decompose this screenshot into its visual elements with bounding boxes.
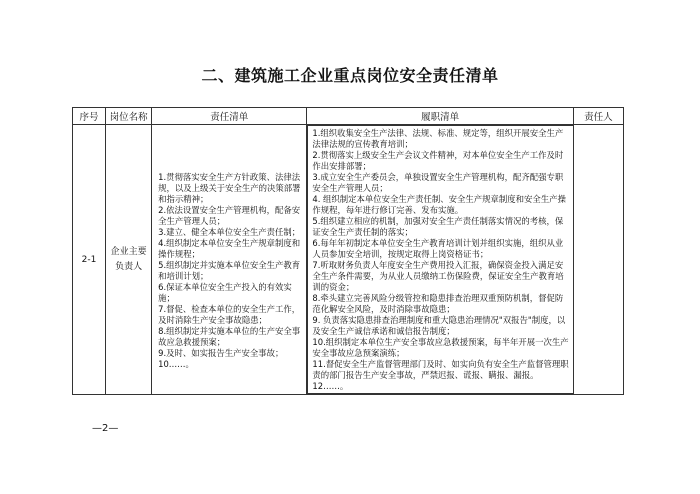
list-item: 1.组织收集安全生产法律、法规、标准、规定等，组织开展安全生产法律法规的宣传教育培训； [312, 128, 564, 149]
list-item: 9.及时、如实报告生产安全事故； [158, 347, 284, 358]
list-item: 4.组织制定本单位安全生产规章制度和操作规程； [158, 237, 301, 259]
list-item: 6.每年年初制定本单位安全生产教育培训计划并组织实施，组织从业人员参加安全培训，按规定取得上岗资格证书； [312, 238, 564, 259]
page-title: 二、建筑施工企业重点岗位安全责任清单 [201, 66, 499, 85]
list-item: 1.贯彻落实安全生产方针政策、法律法规，以及上级关于安全生产的决策部署和指示精神； [158, 171, 301, 204]
list-item: 10……。 [158, 358, 194, 369]
list-item: 3.建立、健全本单位安全生产责任制； [158, 226, 301, 237]
list-item: 3.成立安全生产委员会，单独设置安全生产管理机构，配齐配强专职安全生产管理人员； [312, 172, 564, 193]
responsibility-list [152, 150, 306, 370]
list-item: 11.督促安全生产监督管理部门及时、如实向负有安全生产监督管理职责的部门报告生产安全事故，严禁迟报、谎报、瞒报、漏报。 [312, 359, 569, 380]
list-item: 10.组织制定本单位生产安全事故应急救援预案，每半年开展一次生产安全事故应急预案演练； [312, 337, 569, 358]
person-cell [573, 125, 623, 395]
list-item: 12……。 [312, 381, 349, 391]
responsibility-cell [152, 125, 307, 395]
list-item: 2.贯彻落实上级安全生产会议文件精神，对本单位安全生产工作及时作出安排部署； [312, 150, 564, 171]
position-line: 负责人 [115, 261, 143, 272]
header-responsibilities: 责任清单 [152, 108, 307, 125]
list-item: 9. 负责落实隐患排查治理制度和重大隐患治理情况"双报告"制度，以及安全生产诚信承诺和诚信报告制度； [312, 315, 566, 336]
header-number: 序号 [73, 108, 106, 125]
header-duties: 履职清单 [307, 108, 573, 125]
list-item: 2.依法设置安全生产管理机构，配备安全生产管理人员； [158, 204, 301, 226]
duty-cell [307, 125, 573, 395]
table-header-row [73, 108, 624, 125]
list-item: 4. 组织制定本单位安全生产责任制、安全生产规章制度和安全生产操作规程，每年进行修订完善、发布实施。 [312, 194, 566, 215]
list-item: 7.听取财务负责人年度安全生产费用投入汇报，确保资金投入满足安全生产条件需要，为从业人员缴纳工伤保险费，保证安全生产教育培训的资金； [312, 260, 564, 292]
list-item: 5.组织建立相应的机制，加强对安全生产责任制落实情况的考核，保证安全生产责任制的落实； [312, 216, 564, 237]
duty-list [307, 125, 573, 394]
list-item: 5.组织制定并实施本单位安全生产教育和培训计划； [158, 259, 301, 281]
list-item: 8.组织制定并实施本单位的生产安全事故应急救援预案； [158, 325, 301, 347]
page-number: —2— [92, 423, 119, 434]
position-line: 企业主要 [110, 246, 147, 257]
row-number: 2-1 [73, 125, 106, 395]
list-item: 6.保证本单位安全生产投入的有效实施； [158, 281, 292, 303]
list-item: 7.督促、检查本单位的安全生产工作，及时消除生产安全事故隐患； [158, 303, 301, 325]
header-position: 岗位名称 [106, 108, 152, 125]
table-row [73, 125, 624, 395]
header-person: 责任人 [573, 108, 623, 125]
responsibility-table [72, 107, 624, 395]
row-position [106, 125, 152, 395]
list-item: 8.牵头建立完善风险分级管控和隐患排查治理双重预防机制，督促防范化解安全风险，及时消除事故隐患； [312, 293, 564, 314]
